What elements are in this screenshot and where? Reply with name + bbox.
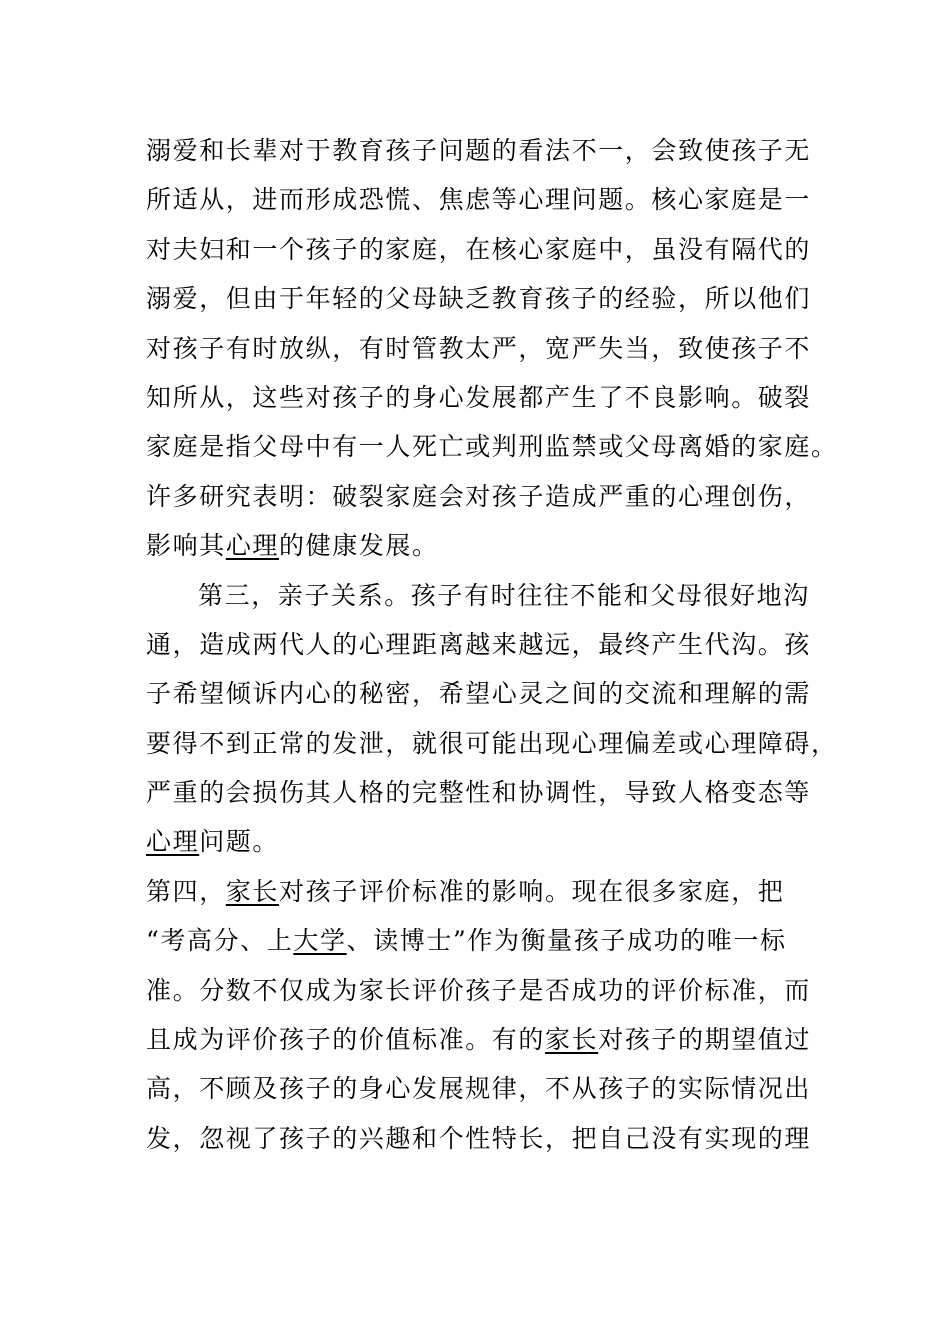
text-span: 对孩子有时放纵，有时管教太严，宽严失当，致使孩子不 <box>146 333 812 363</box>
text-line <box>146 916 806 965</box>
text-line <box>146 1015 812 1064</box>
text-span: 准。分数不仅成为家长评价孩子是否成功的评价标准，而 <box>146 975 812 1005</box>
text-span: 的健康发展。 <box>279 531 439 561</box>
text-span: 溺爱，但由于年轻的父母缺乏教育孩子的经验，所以他们 <box>146 284 812 314</box>
text-line <box>146 966 812 1015</box>
text-span: 问题。 <box>199 827 280 857</box>
underlined-term-jiazhang: 家长 <box>545 1025 599 1055</box>
text-span: 第三，亲子关系。孩子有时往往不能和父母很好地沟 <box>198 580 810 610</box>
text-line <box>146 768 812 817</box>
underlined-term-daxue: 大学 <box>293 926 347 956</box>
paragraph-start-line <box>146 867 806 916</box>
text-span: 对孩子的期望值过 <box>598 1025 812 1055</box>
text-line <box>146 225 812 274</box>
underlined-term-xinli: 心理 <box>146 827 200 857</box>
text-line <box>146 324 812 373</box>
text-line <box>146 719 838 768</box>
text-span: 所适从，进而形成恐慌、焦虑等心理问题。核心家庭是一 <box>146 185 812 215</box>
text-line <box>146 521 806 570</box>
text-line <box>146 373 812 422</box>
text-line <box>146 422 838 471</box>
text-line <box>146 620 812 669</box>
text-line <box>146 274 812 323</box>
text-span: 知所从，这些对孩子的身心发展都产生了不良影响。破裂 <box>146 382 812 412</box>
text-line <box>146 1064 812 1113</box>
text-span: 高，不顾及孩子的身心发展规律，不从孩子的实际情况出 <box>146 1074 812 1104</box>
text-line <box>146 1114 812 1163</box>
paragraph-start-line <box>146 571 810 620</box>
text-span: 要得不到正常的发泄，就很可能出现心理偏差或心理障碍， <box>146 728 838 758</box>
text-span: 许多研究表明：破裂家庭会对孩子造成严重的心理创伤， <box>146 481 812 511</box>
text-line <box>146 817 806 866</box>
text-line <box>146 472 812 521</box>
text-span: “考高分、上 <box>146 926 294 956</box>
text-line <box>146 669 812 718</box>
text-span: 对夫妇和一个孩子的家庭，在核心家庭中，虽没有隔代的 <box>146 234 812 264</box>
text-span: 、读博士”作为衡量孩子成功的唯一标 <box>346 926 787 956</box>
text-line <box>146 126 812 175</box>
text-span: 家庭是指父母中有一人死亡或判刑监禁或父母离婚的家庭。 <box>146 432 838 462</box>
text-span: 影响其 <box>146 531 226 561</box>
text-span: 且成为评价孩子的价值标准。有的 <box>146 1025 546 1055</box>
body-text <box>146 126 838 1163</box>
underlined-term-jiazhang: 家长 <box>225 876 280 906</box>
underlined-term-xinli: 心理 <box>225 531 280 561</box>
text-line <box>146 175 812 224</box>
text-span: 对孩子评价标准的影响。现在很多家庭，把 <box>279 876 785 906</box>
text-span: 子希望倾诉内心的秘密，希望心灵之间的交流和理解的需 <box>146 679 812 709</box>
text-span: 严重的会损伤其人格的完整性和协调性，导致人格变态等 <box>146 778 812 808</box>
text-span: 第四， <box>146 876 226 906</box>
text-span: 发，忽视了孩子的兴趣和个性特长，把自己没有实现的理 <box>146 1123 812 1153</box>
text-span: 通，造成两代人的心理距离越来越远，最终产生代沟。孩 <box>146 629 812 659</box>
text-span: 溺爱和长辈对于教育孩子问题的看法不一，会致使孩子无 <box>146 136 812 165</box>
